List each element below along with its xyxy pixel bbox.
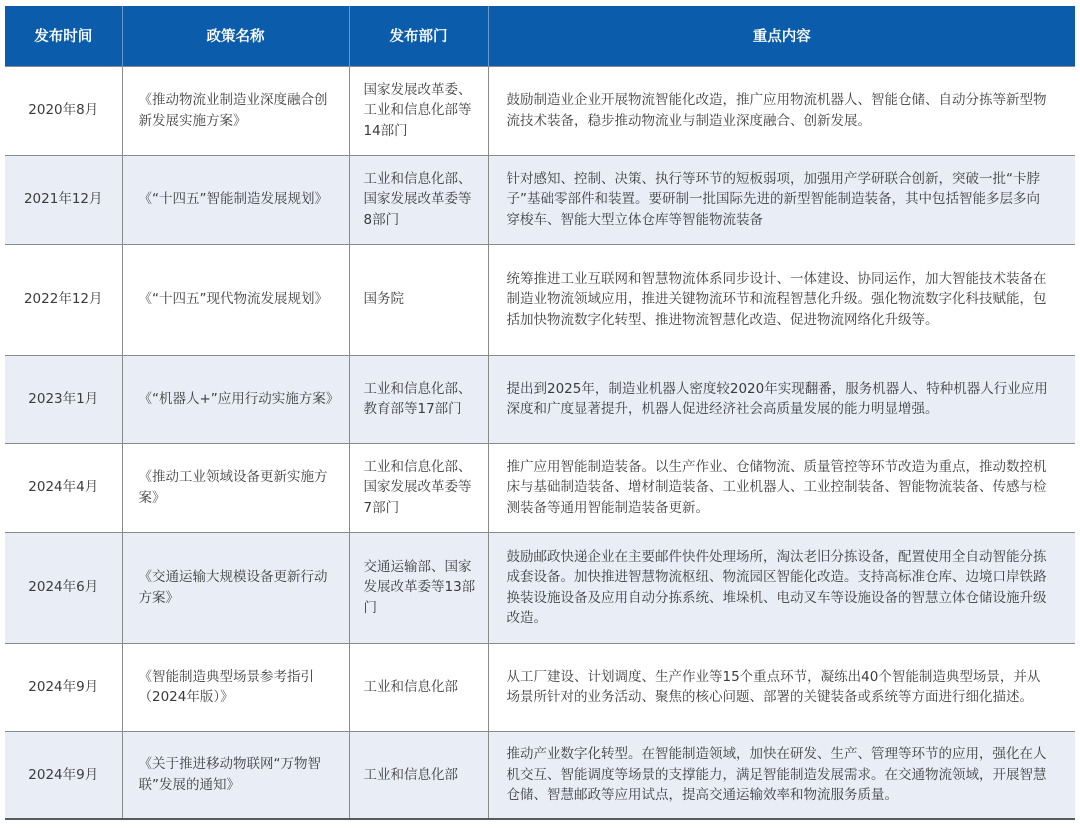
cell-policy-name: 《关于推进移动物联网“万物智联”发展的通知》 <box>122 731 349 819</box>
cell-key-content: 推动产业数字化转型。在智能制造领域，加快在研发、生产、管理等环节的应用，强化在人机交互、智能调度等场景的支撑能力，满足智能制造发展需求。在交通物流领域，开展智慧仓储、智慧邮政等应用试点，提高交通运输效率和物流服务质量。 <box>488 731 1075 819</box>
header-department: 发布部门 <box>349 6 488 66</box>
cell-key-content: 鼓励邮政快递企业在主要邮件快件处理场所，淘汰老旧分拣设备，配置使用全自动智能分拣成套设备。加快推进智慧物流枢纽、物流园区智能化改造。支持高标准仓库、边境口岸铁路换装设施设备及应用自动分拣系统、堆垛机、电动叉车等设施设备的智慧立体仓储设施升级改造。 <box>488 532 1075 643</box>
cell-key-content: 从工厂建设、计划调度、生产作业等15个重点环节，凝练出40个智能制造典型场景，并从场景所针对的业务活动、聚焦的核心问题、部署的关键装备或系统等方面进行细化描述。 <box>488 643 1075 731</box>
table-row <box>5 443 1075 532</box>
table-row <box>5 355 1075 443</box>
cell-policy-name: 《智能制造典型场景参考指引（2024年版）》 <box>122 643 349 731</box>
cell-key-content: 推广应用智能制造装备。以生产作业、仓储物流、质量管控等环节改造为重点，推动数控机床与基础制造装备、增材制造装备、工业机器人、工业控制装备、智能物流装备、传感与检测装备等通用智能制造装备更新。 <box>488 443 1075 532</box>
table-row <box>5 731 1075 819</box>
cell-department: 工业和信息化部 <box>349 643 488 731</box>
header-row <box>5 6 1075 66</box>
cell-key-content: 提出到2025年，制造业机器人密度较2020年实现翻番，服务机器人、特种机器人行业应用深度和广度显著提升，机器人促进经济社会高质量发展的能力明显增强。 <box>488 355 1075 443</box>
policy-table-container <box>5 6 1075 820</box>
cell-date: 2020年8月 <box>5 66 122 155</box>
cell-department: 国务院 <box>349 244 488 355</box>
cell-date: 2022年12月 <box>5 244 122 355</box>
cell-date: 2024年6月 <box>5 532 122 643</box>
cell-date: 2021年12月 <box>5 155 122 244</box>
cell-department: 交通运输部、国家发展改革委等13部门 <box>349 532 488 643</box>
cell-department: 工业和信息化部 <box>349 731 488 819</box>
table-row <box>5 532 1075 643</box>
cell-policy-name: 《“机器人+”应用行动实施方案》 <box>122 355 349 443</box>
table-header <box>5 6 1075 66</box>
table-body <box>5 66 1075 819</box>
policy-table <box>5 6 1075 820</box>
header-date: 发布时间 <box>5 6 122 66</box>
header-policy-name: 政策名称 <box>122 6 349 66</box>
cell-key-content: 鼓励制造业企业开展物流智能化改造，推广应用物流机器人、智能仓储、自动分拣等新型物流技术装备，稳步推动物流业与制造业深度融合、创新发展。 <box>488 66 1075 155</box>
cell-date: 2024年9月 <box>5 643 122 731</box>
cell-department: 国家发展改革委、工业和信息化部等14部门 <box>349 66 488 155</box>
cell-date: 2024年9月 <box>5 731 122 819</box>
cell-policy-name: 《推动物流业制造业深度融合创新发展实施方案》 <box>122 66 349 155</box>
cell-key-content: 统筹推进工业互联网和智慧物流体系同步设计、一体建设、协同运作，加大智能技术装备在制造业物流领域应用，推进关键物流环节和流程智慧化升级。强化物流数字化科技赋能，包括加快物流数字化转型、推进物流智慧化改造、促进物流网络化升级等。 <box>488 244 1075 355</box>
table-row <box>5 244 1075 355</box>
table-row <box>5 643 1075 731</box>
cell-key-content: 针对感知、控制、决策、执行等环节的短板弱项，加强用产学研联合创新，突破一批“卡脖子”基础零部件和装置。要研制一批国际先进的新型智能制造装备，其中包括智能多层多向穿梭车、智能大型立体仓库等智能物流装备 <box>488 155 1075 244</box>
cell-policy-name: 《“十四五”智能制造发展规划》 <box>122 155 349 244</box>
cell-date: 2023年1月 <box>5 355 122 443</box>
cell-department: 工业和信息化部、国家发展改革委等8部门 <box>349 155 488 244</box>
cell-policy-name: 《“十四五”现代物流发展规划》 <box>122 244 349 355</box>
cell-date: 2024年4月 <box>5 443 122 532</box>
cell-department: 工业和信息化部、教育部等17部门 <box>349 355 488 443</box>
header-key-content: 重点内容 <box>488 6 1075 66</box>
table-row <box>5 66 1075 155</box>
cell-department: 工业和信息化部、国家发展改革委等7部门 <box>349 443 488 532</box>
cell-policy-name: 《交通运输大规模设备更新行动方案》 <box>122 532 349 643</box>
table-row <box>5 155 1075 244</box>
cell-policy-name: 《推动工业领域设备更新实施方案》 <box>122 443 349 532</box>
